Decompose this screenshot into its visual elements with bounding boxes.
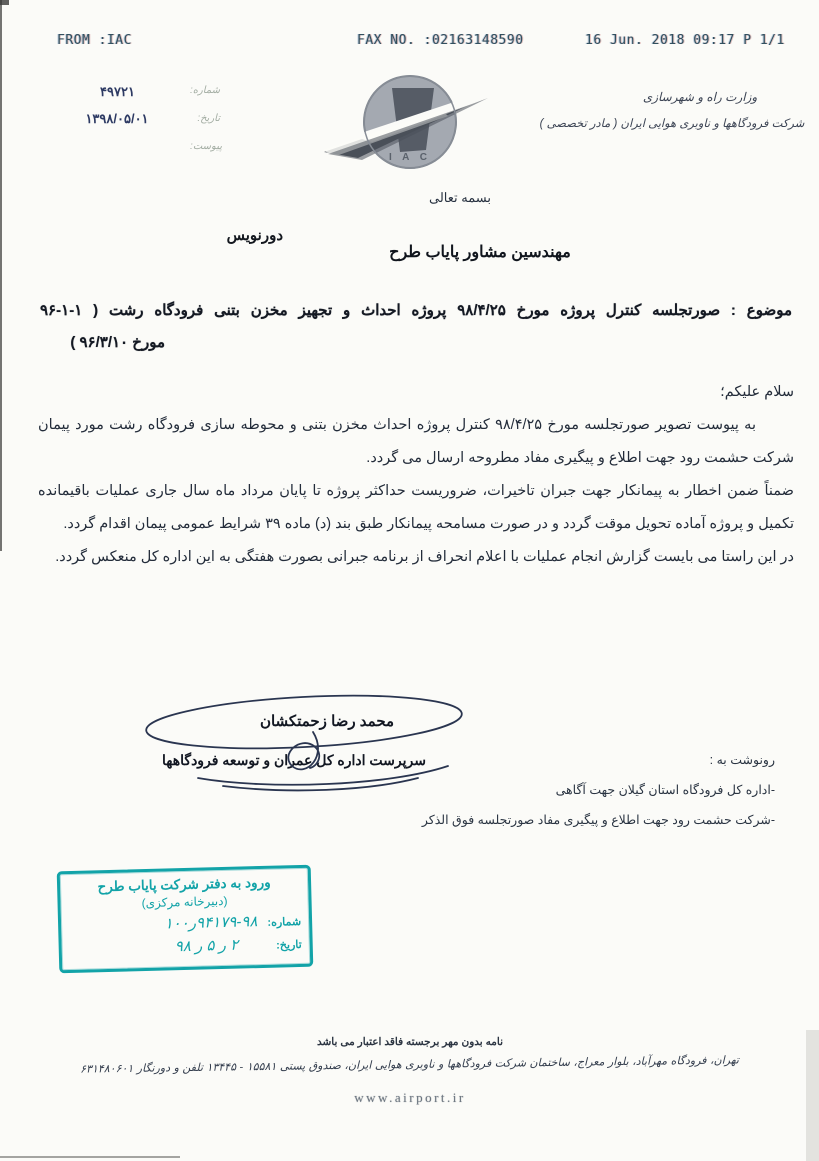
signatory-name: محمد رضا زحمتکشان: [259, 713, 395, 730]
footer-website: www.airport.ir: [354, 1090, 466, 1105]
iac-logo-acronym: I A C: [388, 152, 432, 163]
iac-logo: [322, 70, 497, 178]
fax-number: FAX NO. :02163148590: [357, 33, 524, 48]
body-paragraph-2: ضمناً ضمن اخطار به پیمانکار جهت جبران تاخیرات، ضروریست حداکثر پروژه تا پایان مرداد ماه سال جاری عملیات باقیمانده تکمیل و پروژه آماده تحویل موقت گردد و در صورت مسامحه پیمانکار طبق بند (د) ماده ۳۹ شرایط عمومی پیمان اقدام گردد.: [38, 483, 794, 532]
signatory-title: سرپرست اداره کل عمران و توسعه فرودگاهها: [162, 752, 426, 768]
ref-number-label: شماره:: [189, 85, 220, 96]
org-company-line: شرکت فرودگاهها و ناوبری هوایی ایران ( مادر تخصصی ): [539, 118, 805, 130]
stamp-number-value: ۹۴۱۷۹-۹۸ر۱۰۰: [164, 913, 258, 933]
cc-item-2: -شرکت حشمت رود جهت اطلاع و پیگیری مفاد صورتجلسه فوق الذکر: [421, 813, 775, 827]
footer-address: تهران، فرودگاه مهرآباد، بلوار معراج، ساختمان شرکت فرودگاهها و ناوبری هوایی ایران، صندوق پستی ۱۵۵۸۱ - ۱۳۴۴۵ تلفن و دورنگار ۶۳۱۴۸۰۶۰۱: [79, 1053, 739, 1076]
footer-validity-note: نامه بدون مهر برجسته فاقد اعتبار می باشد: [317, 1036, 503, 1048]
stamp-number-label: شماره:: [267, 915, 302, 929]
fax-datetime: 16 Jun. 2018 09:17 P 1/1: [585, 33, 785, 48]
stamp-number-row: [69, 911, 301, 935]
stamp-date-row: [70, 934, 302, 958]
scan-edge-corner: [0, 0, 9, 5]
cc-item-1: -اداره کل فرودگاه استان گیلان جهت آگاهی: [555, 783, 775, 797]
stamp-title: ورود به دفتر شرکت پایاب طرح: [97, 874, 271, 895]
stamp-subtitle: (دبیرخانه مرکزی): [141, 893, 228, 911]
ref-number-value: ۴۹۷۲۱: [100, 84, 135, 99]
body-paragraph-3: در این راستا می بایست گزارش انجام عملیات با اعلام انحراف از برنامه جبرانی بصورت هفتگی به این اداره کل منعکس گردد.: [55, 549, 794, 565]
recipient-title: مهندسین مشاور پایاب طرح: [389, 244, 571, 261]
doc-type-label: دورنویس: [226, 227, 283, 244]
body-salutation: سلام علیکم؛: [720, 384, 794, 400]
fax-from: FROM :IAC: [57, 33, 132, 48]
letter-body: [38, 376, 794, 574]
org-ministry-line: وزارت راه و شهرسازی: [642, 90, 758, 104]
stamp-date-value: ۲ ر ۵ ر ۹۸: [174, 936, 239, 956]
body-paragraph-1: به پیوست تصویر صورتجلسه مورخ ۹۸/۴/۲۵ کنترل پروژه احداث مخزن بتنی و محوطه سازی فرودگاه رشت مورد پیمان شرکت حشمت رود جهت اطلاع و پیگیری مفاد مطروحه ارسال می گردد.: [38, 417, 794, 466]
subject-line-2: مورخ ۹۶/۳/۱۰ ): [70, 334, 165, 351]
besmeleh-line: بسمه تعالی: [429, 190, 491, 205]
incoming-registry-stamp: [57, 865, 314, 974]
scan-edge-right: [806, 1030, 819, 1161]
ref-date-value: ۱۳۹۸/۰۵/۰۱: [85, 111, 149, 126]
scan-edge-bottom: [0, 1156, 180, 1158]
cc-label: رونوشت به :: [709, 753, 775, 767]
ref-attachment-label: پیوست:: [190, 141, 222, 152]
signature-scribble: [128, 694, 474, 798]
subject-line-1: موضوع : صورتجلسه کنترل پروژه مورخ ۹۸/۴/۲۵ پروژه احداث و تجهیز مخزن بتنی فرودگاه رشت ( ۱-۱-۹۶: [40, 302, 793, 319]
scan-edge-left: [0, 0, 2, 551]
stamp-date-label: تاریخ:: [276, 938, 302, 952]
ref-date-label: تاریخ:: [197, 113, 220, 124]
